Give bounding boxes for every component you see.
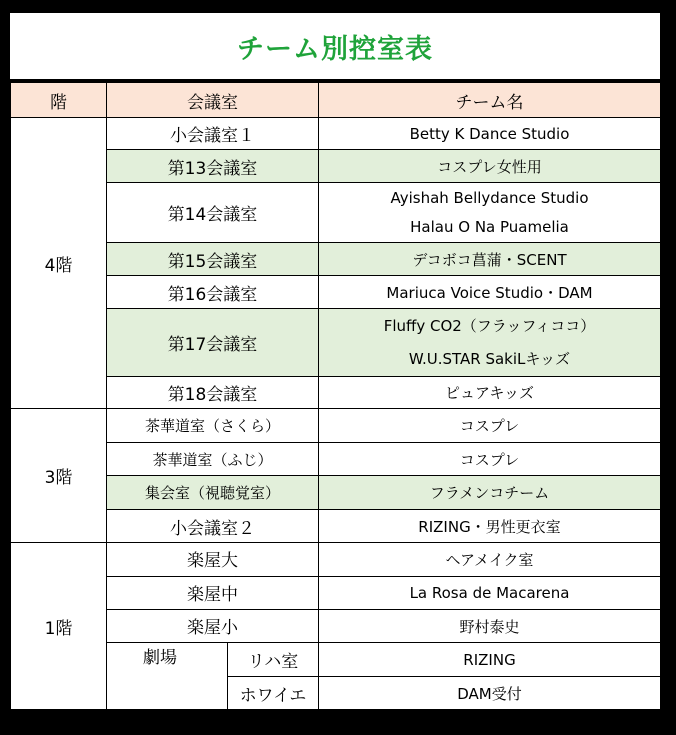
team-line: Fluffy CO2（フラッフィココ） (383, 316, 596, 335)
header-team: チーム名 (319, 83, 661, 118)
sub-room-cell: ホワイエ (228, 677, 319, 710)
table-row (11, 276, 661, 309)
team-line: Halau O Na Puamelia (410, 217, 569, 236)
floor-3: 3階 (11, 409, 107, 543)
table-row (11, 543, 661, 577)
room-cell: 楽屋小 (107, 610, 319, 643)
team-cell: コスプレ (319, 443, 661, 476)
room-cell: 楽屋中 (107, 577, 319, 610)
table-row (11, 377, 661, 409)
header-room: 会議室 (107, 83, 319, 118)
room-cell: 第14会議室 (107, 183, 319, 243)
team-cell: ピュアキッズ (319, 377, 661, 409)
team-cell: DAM受付 (319, 677, 661, 710)
team-cell: フラメンコチーム (319, 476, 661, 510)
room-cell: 小会議室２ (107, 510, 319, 543)
team-cell: Betty K Dance Studio (319, 118, 661, 150)
team-cell: コスプレ女性用 (319, 150, 661, 183)
room-cell: 集会室（視聴覚室） (107, 476, 319, 510)
header-floor: 階 (11, 83, 107, 118)
team-cell: Mariuca Voice Studio・DAM (319, 276, 661, 309)
room-cell: 第15会議室 (107, 243, 319, 276)
floor-1: 1階 (11, 543, 107, 710)
team-cell: コスプレ (319, 409, 661, 443)
team-cell: デコボコ菖蒲・SCENT (319, 243, 661, 276)
sub-room-cell: リハ室 (228, 643, 319, 677)
table-row (11, 643, 661, 677)
table-row (11, 118, 661, 150)
team-cell: RIZING (319, 643, 661, 677)
room-cell: 第16会議室 (107, 276, 319, 309)
team-cell: ヘアメイク室 (319, 543, 661, 577)
room-cell: 楽屋大 (107, 543, 319, 577)
room-table (10, 82, 661, 710)
room-cell-theater: 劇場 (107, 643, 228, 710)
floor-4: 4階 (11, 118, 107, 409)
page-title: チーム別控室表 (10, 13, 660, 79)
room-cell: 茶華道室（さくら） (107, 409, 319, 443)
table-row (11, 243, 661, 276)
table-row (11, 443, 661, 476)
table-row (11, 409, 661, 443)
header-row (11, 83, 661, 118)
team-cell: La Rosa de Macarena (319, 577, 661, 610)
room-cell: 第17会議室 (107, 309, 319, 377)
table-row (11, 183, 661, 243)
team-line: W.U.STAR SakiLキッズ (408, 349, 571, 368)
table-row (11, 577, 661, 610)
room-cell: 第13会議室 (107, 150, 319, 183)
room-cell: 小会議室１ (107, 118, 319, 150)
table-row (11, 476, 661, 510)
table-row (11, 510, 661, 543)
room-cell: 茶華道室（ふじ） (107, 443, 319, 476)
table-row (11, 150, 661, 183)
table-row (11, 309, 661, 377)
room-cell: 第18会議室 (107, 377, 319, 409)
team-cell: 野村泰史 (319, 610, 661, 643)
team-cell (319, 309, 661, 377)
table-row (11, 610, 661, 643)
team-cell: RIZING・男性更衣室 (319, 510, 661, 543)
team-line: Ayishah Bellydance Studio (390, 188, 589, 207)
team-cell (319, 183, 661, 243)
